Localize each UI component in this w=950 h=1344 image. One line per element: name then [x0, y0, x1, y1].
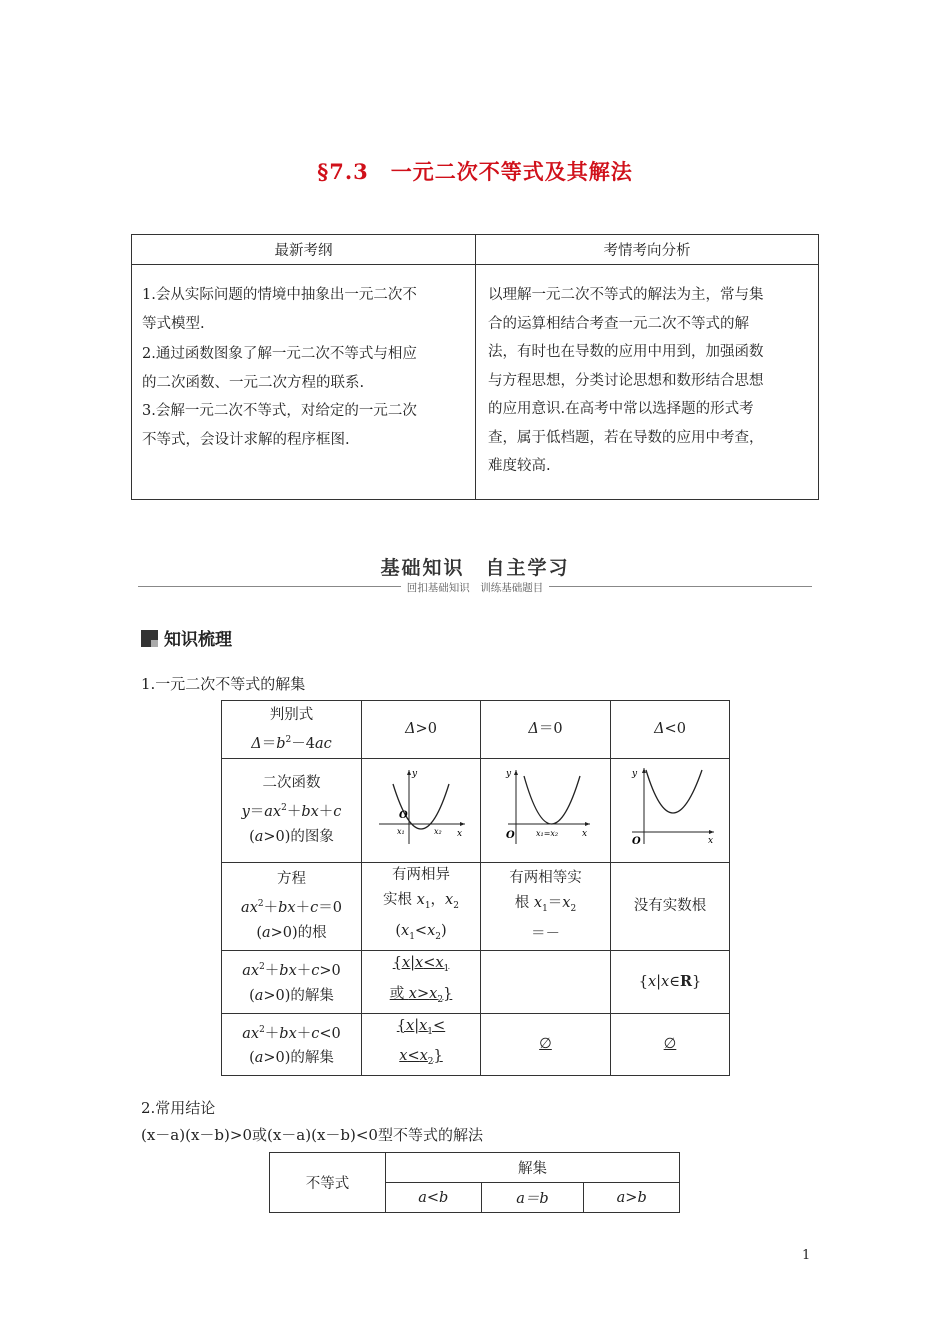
knowledge-heading-text: 知识梳理: [164, 630, 232, 650]
outline-col2-line: 合的运算相结合考查一元二次不等式的解: [488, 315, 749, 332]
section-subheading: 回扣基础知识 训练基础题目: [401, 582, 550, 594]
conclusion-table: [269, 1152, 680, 1213]
svg-text:x₁=x₂: x₁=x₂: [535, 829, 558, 838]
cell-graph-no-root: [611, 759, 730, 863]
conclusion-sub-3: a>b: [584, 1183, 680, 1213]
outline-col1-line: 的二次函数、一元二次方程的联系.: [142, 374, 365, 391]
svg-text:x: x: [457, 829, 463, 839]
cell-double-root: 有两相等实 根 $x_1=x_2$ ＝－: [481, 863, 611, 951]
cell-gt-double-root: [481, 950, 611, 1013]
outline-col1-line: 3.会解一元二次不等式，对给定的一元二次: [142, 403, 417, 419]
outline-col2-line: 与方程思想，分类讨论思想和数形结合思想: [488, 372, 764, 389]
square-bullet-icon: [141, 630, 158, 647]
outline-col1-line: 等式模型.: [142, 315, 205, 332]
cell-two-roots: 有两相异 实根 $x_1$，$x_2$ $(x_1<x_2)$: [362, 863, 481, 951]
cell-gt-zero-label: $ax^2+bx+c>0$ (a>0)的解集: [222, 950, 362, 1013]
outline-header-2: 考情考向分析: [476, 235, 819, 265]
svg-text:O: O: [399, 810, 408, 821]
item1-heading: 1.一元二次不等式的解集: [141, 675, 306, 693]
svg-text:x₁: x₁: [397, 827, 405, 836]
conclusion-col2: 解集: [386, 1153, 680, 1183]
cell-graph-one-root: [481, 759, 611, 863]
outline-col2-line: 以理解一元二次不等式的解法为主，常与集: [488, 287, 764, 303]
cell-gt-two-roots: {$x|x<x_1$ 或 $x>x_2$}: [362, 950, 481, 1013]
parabola-no-root-graph: [620, 766, 720, 846]
outline-table: [131, 234, 819, 500]
cell-lt-zero-label: $ax^2+bx+c<0$ (a>0)的解集: [222, 1013, 362, 1076]
parabola-two-roots-graph: [371, 766, 471, 846]
svg-text:O: O: [505, 830, 515, 841]
svg-text:x₂: x₂: [434, 827, 442, 836]
outline-col1: [132, 265, 476, 500]
svg-text:O: O: [632, 836, 641, 846]
outline-col2-line: 的应用意识.在高考中常以选择题的形式考: [488, 401, 754, 417]
item2-heading: 2.常用结论: [141, 1099, 216, 1117]
svg-text:y: y: [412, 769, 418, 779]
outline-col2-line: 法，有时也在导数的应用中用到，加强函数: [488, 344, 764, 360]
cell-lt-double-root: ∅: [481, 1013, 611, 1076]
cell-lt-two-roots: {$x|x_1<$ $x<x_2$}: [362, 1013, 481, 1076]
cell-graph-two-roots: [362, 759, 481, 863]
conclusion-sub-2: a＝b: [481, 1183, 584, 1213]
page-number: 1: [802, 1248, 811, 1263]
cell-gt-no-root: {x|x∈R}: [611, 950, 730, 1013]
page-title: §7.3 一元二次不等式及其解法: [317, 159, 633, 184]
outline-col1-line: 不等式，会设计求解的程序框图.: [142, 431, 350, 448]
cell-delta-negative: Δ<0: [611, 701, 730, 759]
outline-col2-line: 难度较高.: [488, 458, 551, 474]
conclusion-col1: 不等式: [270, 1153, 386, 1213]
solution-set-table: [221, 700, 730, 1076]
outline-col2-line: 查，属于低档题，若在导数的应用中考查，: [488, 429, 764, 446]
knowledge-heading: [141, 625, 232, 650]
outline-col1-line: 1.会从实际问题的情境中抽象出一元二次不: [142, 287, 417, 303]
svg-text:y: y: [505, 769, 511, 779]
conclusion-sub-1: a<b: [386, 1183, 482, 1213]
parabola-one-root-graph: [496, 766, 596, 846]
cell-quadratic-label: 二次函数 $y=ax^2+bx+c$ (a>0)的图象: [222, 759, 362, 863]
cell-delta-positive: Δ>0: [362, 701, 481, 759]
cell-lt-no-root: ∅: [611, 1013, 730, 1076]
section-heading: 基础知识 自主学习: [380, 557, 570, 579]
cell-no-root: 没有实数根: [611, 863, 730, 951]
outline-header-1: 最新考纲: [132, 235, 476, 265]
svg-text:x: x: [581, 829, 587, 839]
svg-text:x: x: [708, 836, 714, 846]
svg-text:y: y: [632, 769, 638, 779]
cell-equation-label: 方程 $ax^2+bx+c=0$ (a>0)的根: [222, 863, 362, 951]
cell-discriminant-label: 判别式 $\Delta=b^2-4ac$: [222, 701, 362, 759]
item2-subheading: (x－a)(x－b)>0或(x－a)(x－b)<0型不等式的解法: [141, 1126, 483, 1144]
outline-col2: [476, 265, 819, 500]
cell-delta-zero: Δ＝0: [481, 701, 611, 759]
outline-col1-line: 2.通过函数图象了解一元二次不等式与相应: [142, 346, 417, 362]
section-subheading-wrap: [0, 580, 950, 595]
